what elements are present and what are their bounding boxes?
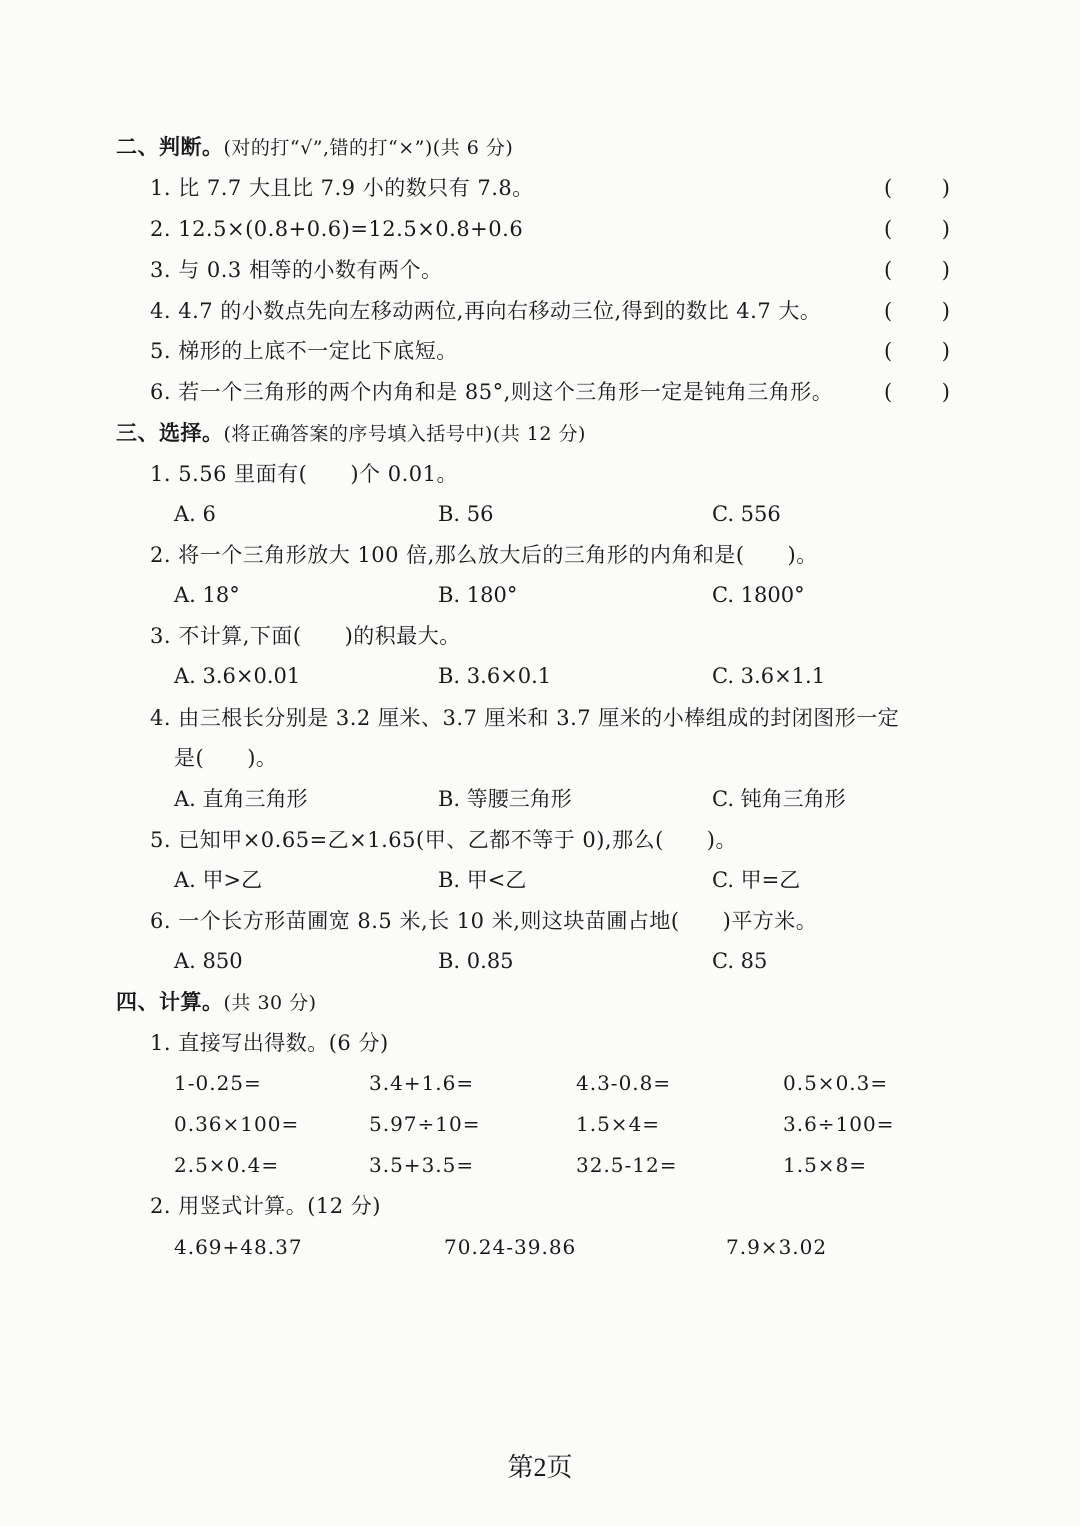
vertical-calc-item: 7.9×3.02 — [726, 1235, 828, 1259]
vertical-calc-item: 70.24-39.86 — [444, 1235, 577, 1259]
choice-6-option-c[interactable]: C. 85 — [712, 949, 768, 973]
choice-2-option-c[interactable]: C. 1800° — [712, 583, 805, 607]
judge-item-5: 5. 梯形的上底不一定比下底短。 — [150, 339, 458, 363]
choice-question-4-cont: 是( )。 — [174, 746, 278, 770]
section-4-title: 四、计算。 — [116, 989, 224, 1014]
section-3-title: 三、选择。 — [116, 420, 224, 445]
choice-5-option-c[interactable]: C. 甲=乙 — [712, 868, 801, 892]
choice-1-option-c[interactable]: C. 556 — [712, 502, 781, 526]
judge-item-6: 6. 若一个三角形的两个内角和是 85°,则这个三角形一定是钝角三角形。 — [150, 380, 834, 404]
choice-2-option-b[interactable]: B. 180° — [438, 583, 518, 607]
choice-6-option-b[interactable]: B. 0.85 — [438, 949, 514, 973]
vertical-calc-item: 4.69+48.37 — [174, 1235, 303, 1259]
answer-paren-4[interactable]: ( ) — [884, 299, 950, 323]
section-4-heading — [116, 988, 317, 1017]
oral-calc-item: 3.4+1.6= — [369, 1071, 475, 1095]
oral-calc-item: 4.3-0.8= — [576, 1071, 672, 1095]
choice-1-option-b[interactable]: B. 56 — [438, 502, 494, 526]
section-2-note: (对的打“√”,错的打“×”)(共 6 分) — [223, 137, 514, 159]
section-3-note: (将正确答案的序号填入括号中)(共 12 分) — [223, 423, 586, 445]
judge-item-2: 2. 12.5×(0.8+0.6)=12.5×0.8+0.6 — [150, 217, 524, 241]
oral-calc-item: 5.97÷10= — [369, 1112, 481, 1136]
calc-part-1-title: 1. 直接写出得数。(6 分) — [150, 1031, 389, 1055]
judge-item-1: 1. 比 7.7 大且比 7.9 小的数只有 7.8。 — [150, 176, 534, 200]
answer-paren-5[interactable]: ( ) — [884, 339, 950, 363]
judge-item-4: 4. 4.7 的小数点先向左移动两位,再向右移动三位,得到的数比 4.7 大。 — [150, 299, 822, 323]
answer-paren-6[interactable]: ( ) — [884, 380, 950, 404]
oral-calc-item: 0.5×0.3= — [783, 1071, 889, 1095]
choice-question-5: 5. 已知甲×0.65=乙×1.65(甲、乙都不等于 0),那么( )。 — [150, 828, 737, 852]
answer-paren-3[interactable]: ( ) — [884, 258, 950, 282]
section-2-heading — [116, 133, 513, 162]
section-4-note: (共 30 分) — [223, 992, 317, 1014]
oral-calc-item: 0.36×100= — [174, 1112, 300, 1136]
choice-question-1: 1. 5.56 里面有( )个 0.01。 — [150, 462, 458, 486]
choice-3-option-a[interactable]: A. 3.6×0.01 — [174, 664, 301, 688]
oral-calc-item: 2.5×0.4= — [174, 1153, 280, 1177]
answer-paren-1[interactable]: ( ) — [884, 176, 950, 200]
calc-part-2-title: 2. 用竖式计算。(12 分) — [150, 1194, 381, 1218]
choice-6-option-a[interactable]: A. 850 — [174, 949, 243, 973]
judge-item-3: 3. 与 0.3 相等的小数有两个。 — [150, 258, 443, 282]
choice-3-option-b[interactable]: B. 3.6×0.1 — [438, 664, 552, 688]
oral-calc-item: 1.5×4= — [576, 1112, 661, 1136]
choice-5-option-b[interactable]: B. 甲<乙 — [438, 868, 527, 892]
page-number: 第2页 — [507, 1453, 573, 1482]
section-3-heading — [116, 419, 586, 448]
choice-4-option-c[interactable]: C. 钝角三角形 — [712, 787, 846, 811]
choice-5-option-a[interactable]: A. 甲>乙 — [174, 868, 263, 892]
choice-4-option-a[interactable]: A. 直角三角形 — [174, 787, 308, 811]
choice-question-6: 6. 一个长方形苗圃宽 8.5 米,长 10 米,则这块苗圃占地( )平方米。 — [150, 909, 818, 933]
choice-3-option-c[interactable]: C. 3.6×1.1 — [712, 664, 826, 688]
choice-question-2: 2. 将一个三角形放大 100 倍,那么放大后的三角形的内角和是( )。 — [150, 543, 818, 567]
oral-calc-item: 32.5-12= — [576, 1153, 678, 1177]
oral-calc-item: 3.5+3.5= — [369, 1153, 475, 1177]
choice-question-4: 4. 由三根长分别是 3.2 厘米、3.7 厘米和 3.7 厘米的小棒组成的封闭图形一定 — [150, 706, 900, 730]
answer-paren-2[interactable]: ( ) — [884, 217, 950, 241]
choice-2-option-a[interactable]: A. 18° — [174, 583, 240, 607]
oral-calc-item: 1-0.25= — [174, 1071, 262, 1095]
oral-calc-item: 3.6÷100= — [783, 1112, 895, 1136]
choice-1-option-a[interactable]: A. 6 — [174, 502, 216, 526]
choice-4-option-b[interactable]: B. 等腰三角形 — [438, 787, 572, 811]
choice-question-3: 3. 不计算,下面( )的积最大。 — [150, 624, 461, 648]
oral-calc-item: 1.5×8= — [783, 1153, 868, 1177]
section-2-title: 二、判断。 — [116, 134, 224, 159]
